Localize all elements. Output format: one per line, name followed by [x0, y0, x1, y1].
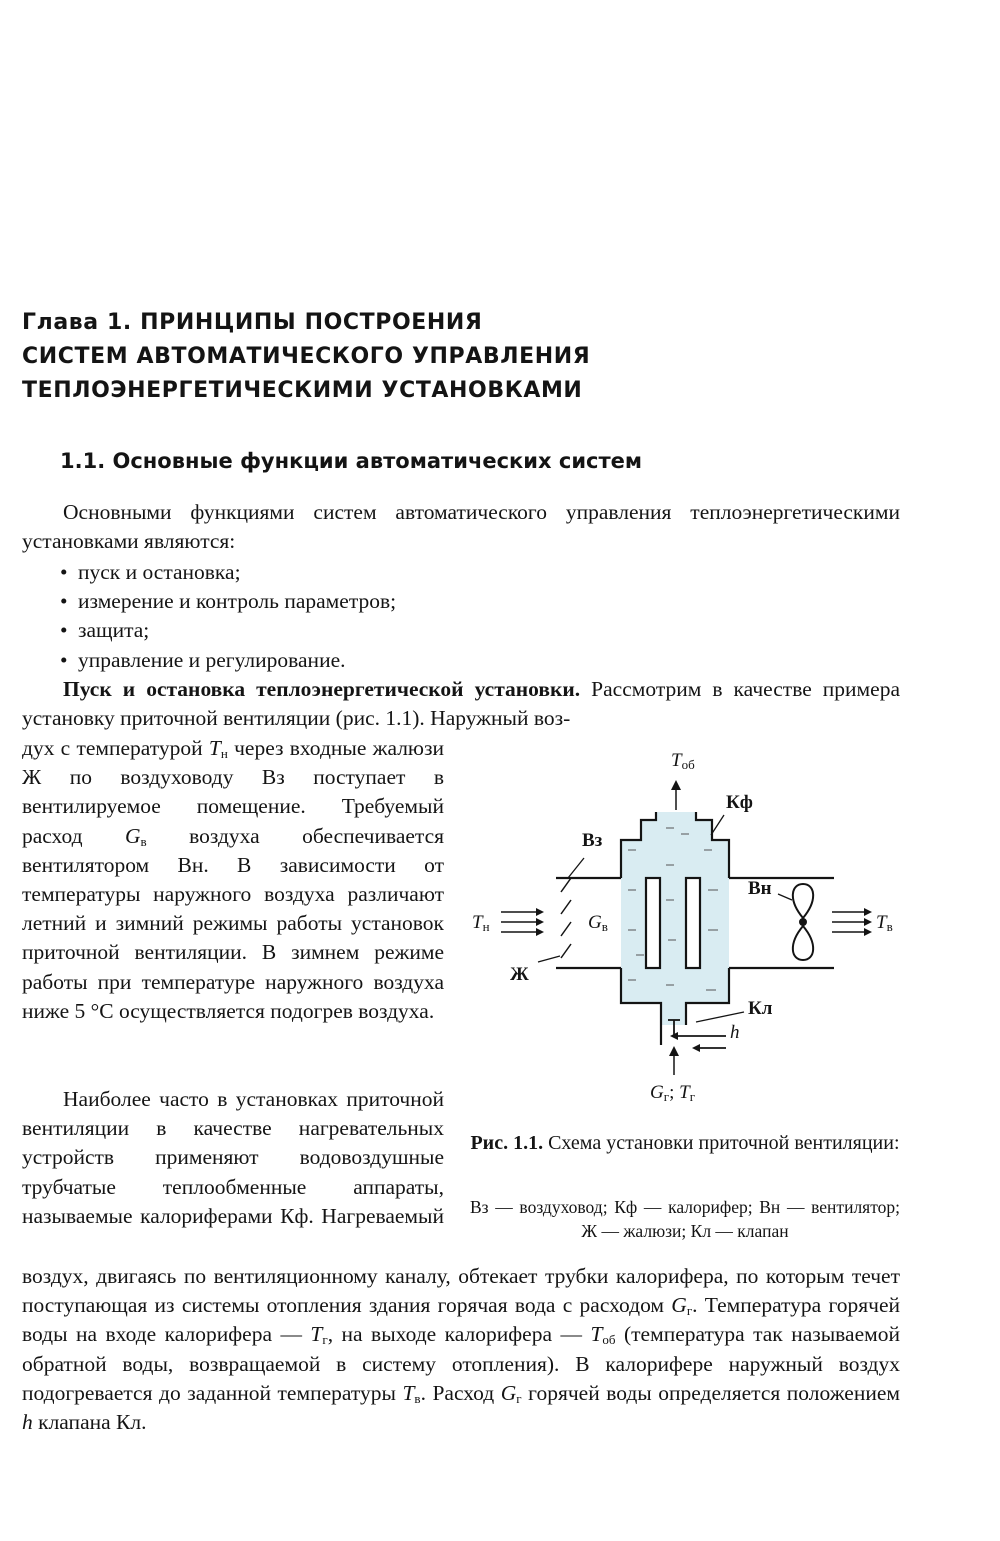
intro-paragraph: Основными функциями систем автоматического управления теплоэнергетическими установками являются:: [22, 500, 900, 554]
label-Vn: Вн: [748, 878, 772, 899]
label-T-v: $T_в$: [876, 912, 893, 934]
run-in-heading: Пуск и остановка теплоэнергетической установки.: [63, 677, 581, 701]
zh-leader: [538, 956, 560, 962]
list-item: • управление и регулирование.: [60, 646, 396, 675]
kl-leader: [696, 1012, 744, 1022]
label-Vz: Вз: [582, 830, 603, 851]
chapter-title: [22, 306, 590, 408]
list-item: • пуск и остановка;: [60, 558, 396, 587]
wrap-paragraph-2: Наиболее часто в установках приточной вентиляции в качестве нагревательных устройств применяют водовоздушные трубчатые теплообменные аппараты, называемые калориферами Кф. Нагреваемый: [22, 1087, 444, 1228]
supply-arrows: [832, 912, 864, 932]
inlet-arrows: [501, 912, 536, 932]
heater-water: [621, 812, 729, 1025]
label-Zh: Ж: [510, 964, 529, 985]
vz-leader: [568, 858, 584, 878]
jalousie-blade: [561, 900, 571, 914]
start-paragraph-text: Рассмотрим в качестве примера установку приточной вентиляции (рис. 1.1). Наружный воз-: [22, 677, 900, 731]
diagram-drawing: [456, 750, 906, 1120]
jalousie-blade: [561, 944, 571, 958]
ventilation-diagram: [456, 750, 906, 1120]
heater-tube: [646, 878, 660, 968]
label-T-n: $T_н$: [472, 912, 490, 934]
start-paragraph: [22, 675, 900, 733]
chapter-title-line-2: СИСТЕМ АВТОМАТИЧЕСКОГО УПРАВЛЕНИЯ: [22, 344, 591, 369]
list-item: • измерение и контроль параметров;: [60, 587, 396, 616]
label-G-v: $G_в$: [588, 912, 608, 934]
tail-paragraph: воздух, двигаясь по вентиляционному каналу, обтекает трубки калорифера, по которым течет поступающая из системы отопления здания горячая вода с расходом $G_г$. Температура горячей воды на входе калорифера — $T_г$, на выходе калорифера — $T_{об}$ (температура так называемой обратной воды, возвращаемой в систему отопления). В калорифере наружный воздух подогревается до заданной температуры $T_в$. Расход $G_г$ горячей воды определяется положением h клапана Кл.: [22, 1264, 901, 1435]
figure-legend: Вз — воздуховод; Кф — калорифер; Вн — вентилятор; Ж — жалюзи; Кл — клапан: [470, 1197, 900, 1241]
label-T-ob: $T_{об}$: [671, 750, 695, 772]
jalousie-blade: [561, 878, 571, 892]
list-item: • защита;: [60, 616, 396, 645]
chapter-title-line-3: ТЕПЛОЭНЕРГЕТИЧЕСКИМИ УСТАНОВКАМИ: [22, 378, 583, 403]
label-Kf: Кф: [726, 792, 753, 813]
functions-list: [60, 558, 396, 675]
chapter-title-line-1: Глава 1. ПРИНЦИПЫ ПОСТРОЕНИЯ: [22, 310, 483, 335]
label-Kl: Кл: [748, 998, 773, 1019]
vn-leader: [778, 894, 792, 900]
section-title: 1.1. Основные функции автоматических систем: [60, 449, 643, 473]
jalousie-blade: [561, 922, 571, 936]
label-G-T-g: $G_г$; $T_г$: [650, 1082, 696, 1104]
label-h: h: [730, 1022, 740, 1043]
fan-icon: [793, 884, 813, 960]
figure-caption: Рис. 1.1. Схема установки приточной вентиляции:: [470, 1132, 900, 1154]
wrap-paragraph-1: дух с температурой $T_н$ через входные жалюзи Ж по воздуховоду Вз поступает в вентилируемое помещение. Требуемый расход $G_в$ воздуха обеспечивается вентилятором Вн. В зависимости от температуры наружного воздуха различают летний и зимний режимы работы установок приточной вентиляции. В зимнем режиме работы при температуре наружного воздуха ниже 5 °C осуществляется подогрев воздуха.: [22, 736, 444, 1023]
heater-tube: [686, 878, 700, 968]
